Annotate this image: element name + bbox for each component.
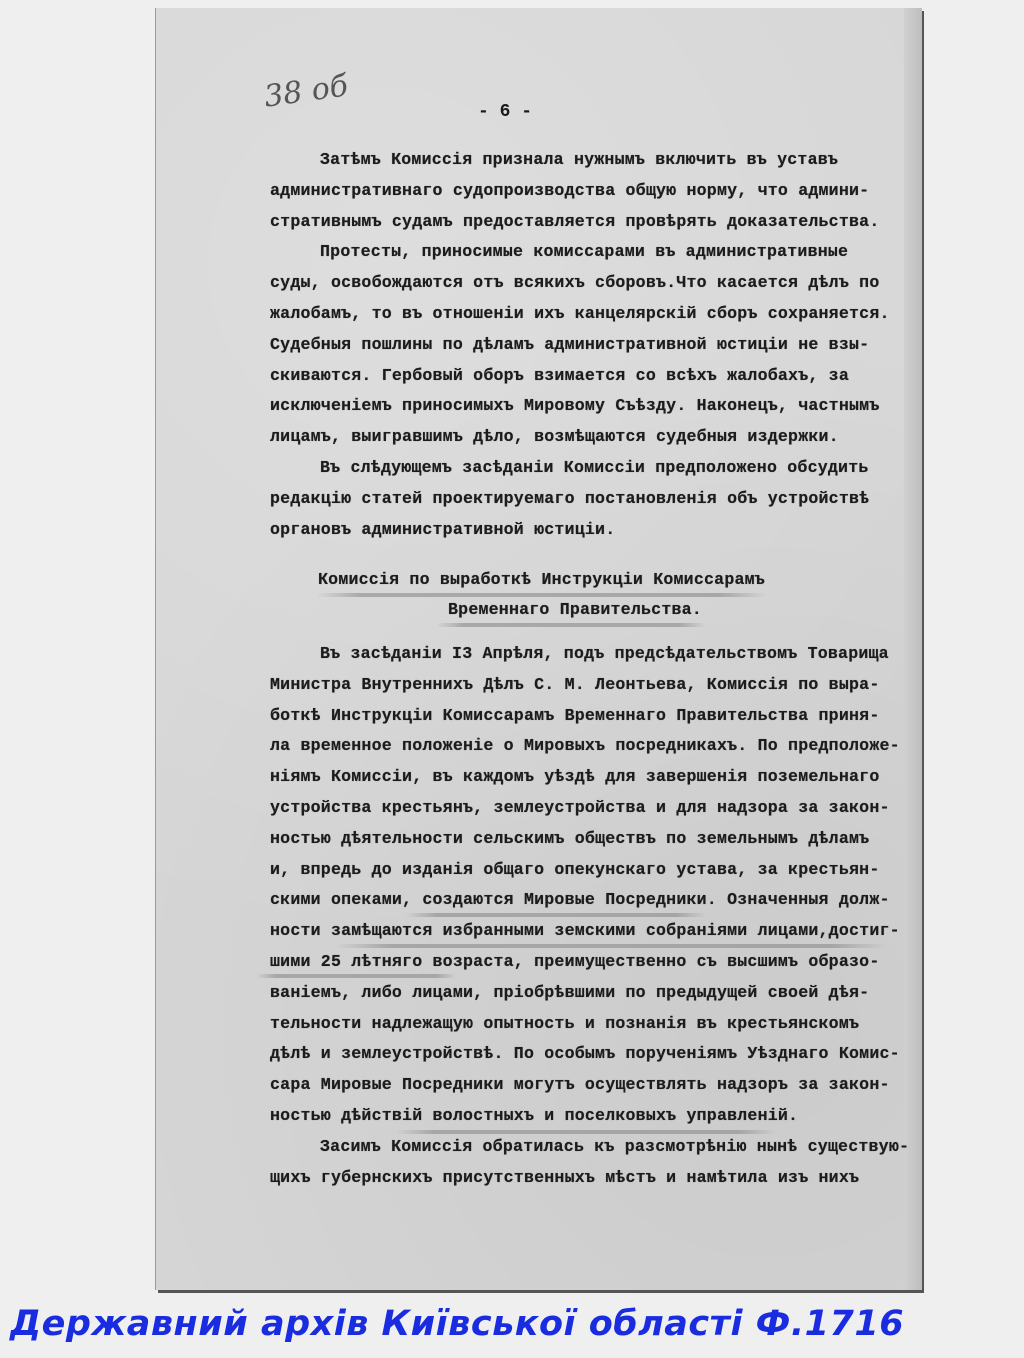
text-line: скими опеками, создаются Мировые Посредники. Означенныя долж- (270, 890, 890, 910)
text-line: административнаго судопроизводства общую норму, что админи- (270, 180, 870, 200)
text-line: лицамъ, выигравшимъ дѣло, возмѣщаются судебныя издержки. (270, 427, 839, 447)
text-line: стративнымъ судамъ предоставляется провѣрять доказательства. (270, 211, 880, 231)
text-line: устройства крестьянъ, землеустройства и для надзора за закон- (270, 798, 890, 817)
text-line: Судебныя пошлины по дѣламъ административной юстиціи не взы- (270, 334, 870, 354)
text-line: и, впредь до изданія общаго опекунскаго устава, за крестьян- (270, 859, 880, 879)
text-line: Временнаго Правительства. (448, 600, 702, 619)
archive-caption: Державний архів Київської області Ф.1716 (10, 1304, 905, 1344)
text-line: суды, освобождаются отъ всякихъ сборовъ.Что касается дѣлъ по (270, 273, 880, 293)
text-line: редакцію статей проектируемаго постановленія объ устройствѣ (270, 488, 870, 508)
text-line: Въ слѣдующемъ засѣданіи Комиссіи предположено обсудить (320, 458, 869, 477)
pencil-underline (406, 913, 706, 917)
text-line: исключеніемъ приносимыхъ Мировому Съѣзду. Наконецъ, частнымъ (270, 396, 880, 416)
pencil-underline (256, 974, 456, 978)
text-line: ла временное положеніе о Мировыхъ посредникахъ. По предположе- (270, 736, 900, 756)
text-line: органовъ административной юстиціи. (270, 519, 616, 539)
document-page (156, 8, 922, 1290)
pencil-underline (316, 593, 766, 597)
text-line: сара Мировые Посредники могутъ осуществлять надзоръ за закон- (270, 1075, 890, 1095)
text-line: боткѣ Инструкціи Комиссарамъ Временнаго Правительства приня- (270, 705, 880, 725)
text-line: шими 25 лѣтняго возраста, преимущественно съ высшимъ образо- (270, 952, 880, 971)
text-line: скиваются. Гербовый оборъ взимается со всѣхъ жалобахъ, за (270, 365, 849, 385)
pencil-underline (336, 944, 886, 948)
text-line: ваніемъ, либо лицами, пріобрѣвшими по предыдущей своей дѣя- (270, 982, 870, 1002)
text-line: Министра Внутреннихъ Дѣлъ С. М. Леонтьева, Комиссія по выра- (270, 674, 880, 694)
text-line: Въ засѣданіи I3 Апрѣля, подъ предсѣдательствомъ Товарища (320, 644, 889, 663)
pencil-underline (436, 623, 706, 627)
text-line: жалобамъ, то въ отношеніи ихъ канцелярскій сборъ сохраняется. (270, 304, 890, 323)
page-number: - 6 - (478, 102, 533, 122)
handwritten-folio-number: 38 об (261, 68, 351, 115)
text-line: ностью дѣятельности сельскимъ обществъ по земельнымъ дѣламъ (270, 828, 870, 848)
text-line: дѣлѣ и землеустройствѣ. По особымъ порученіямъ Уѣзднаго Комис- (270, 1044, 900, 1064)
text-line: Засимъ Комиссія обратилась къ разсмотрѣнію нынѣ существую- (320, 1136, 910, 1156)
text-line: Протесты, приносимые комиссарами въ административные (320, 242, 849, 262)
page-edge (904, 8, 922, 1290)
pencil-underline (396, 1130, 776, 1134)
text-line: Затѣмъ Комиссія признала нужнымъ включить въ уставъ (320, 150, 839, 169)
text-line: щихъ губернскихъ присутственныхъ мѣстъ и намѣтила изъ нихъ (270, 1167, 860, 1187)
text-line: Комиссія по выработкѣ Инструкціи Комиссарамъ (318, 570, 765, 589)
text-line: ностью дѣйствій волостныхъ и поселковыхъ управленій. (270, 1106, 799, 1125)
text-line: ности замѣщаются избранными земскими собраніями лицами,достиг- (270, 921, 900, 941)
text-line: ніямъ Комиссіи, въ каждомъ уѣздѣ для завершенія поземельнаго (270, 767, 880, 787)
text-line: тельности надлежащую опытность и познанія въ крестьянскомъ (270, 1013, 860, 1033)
